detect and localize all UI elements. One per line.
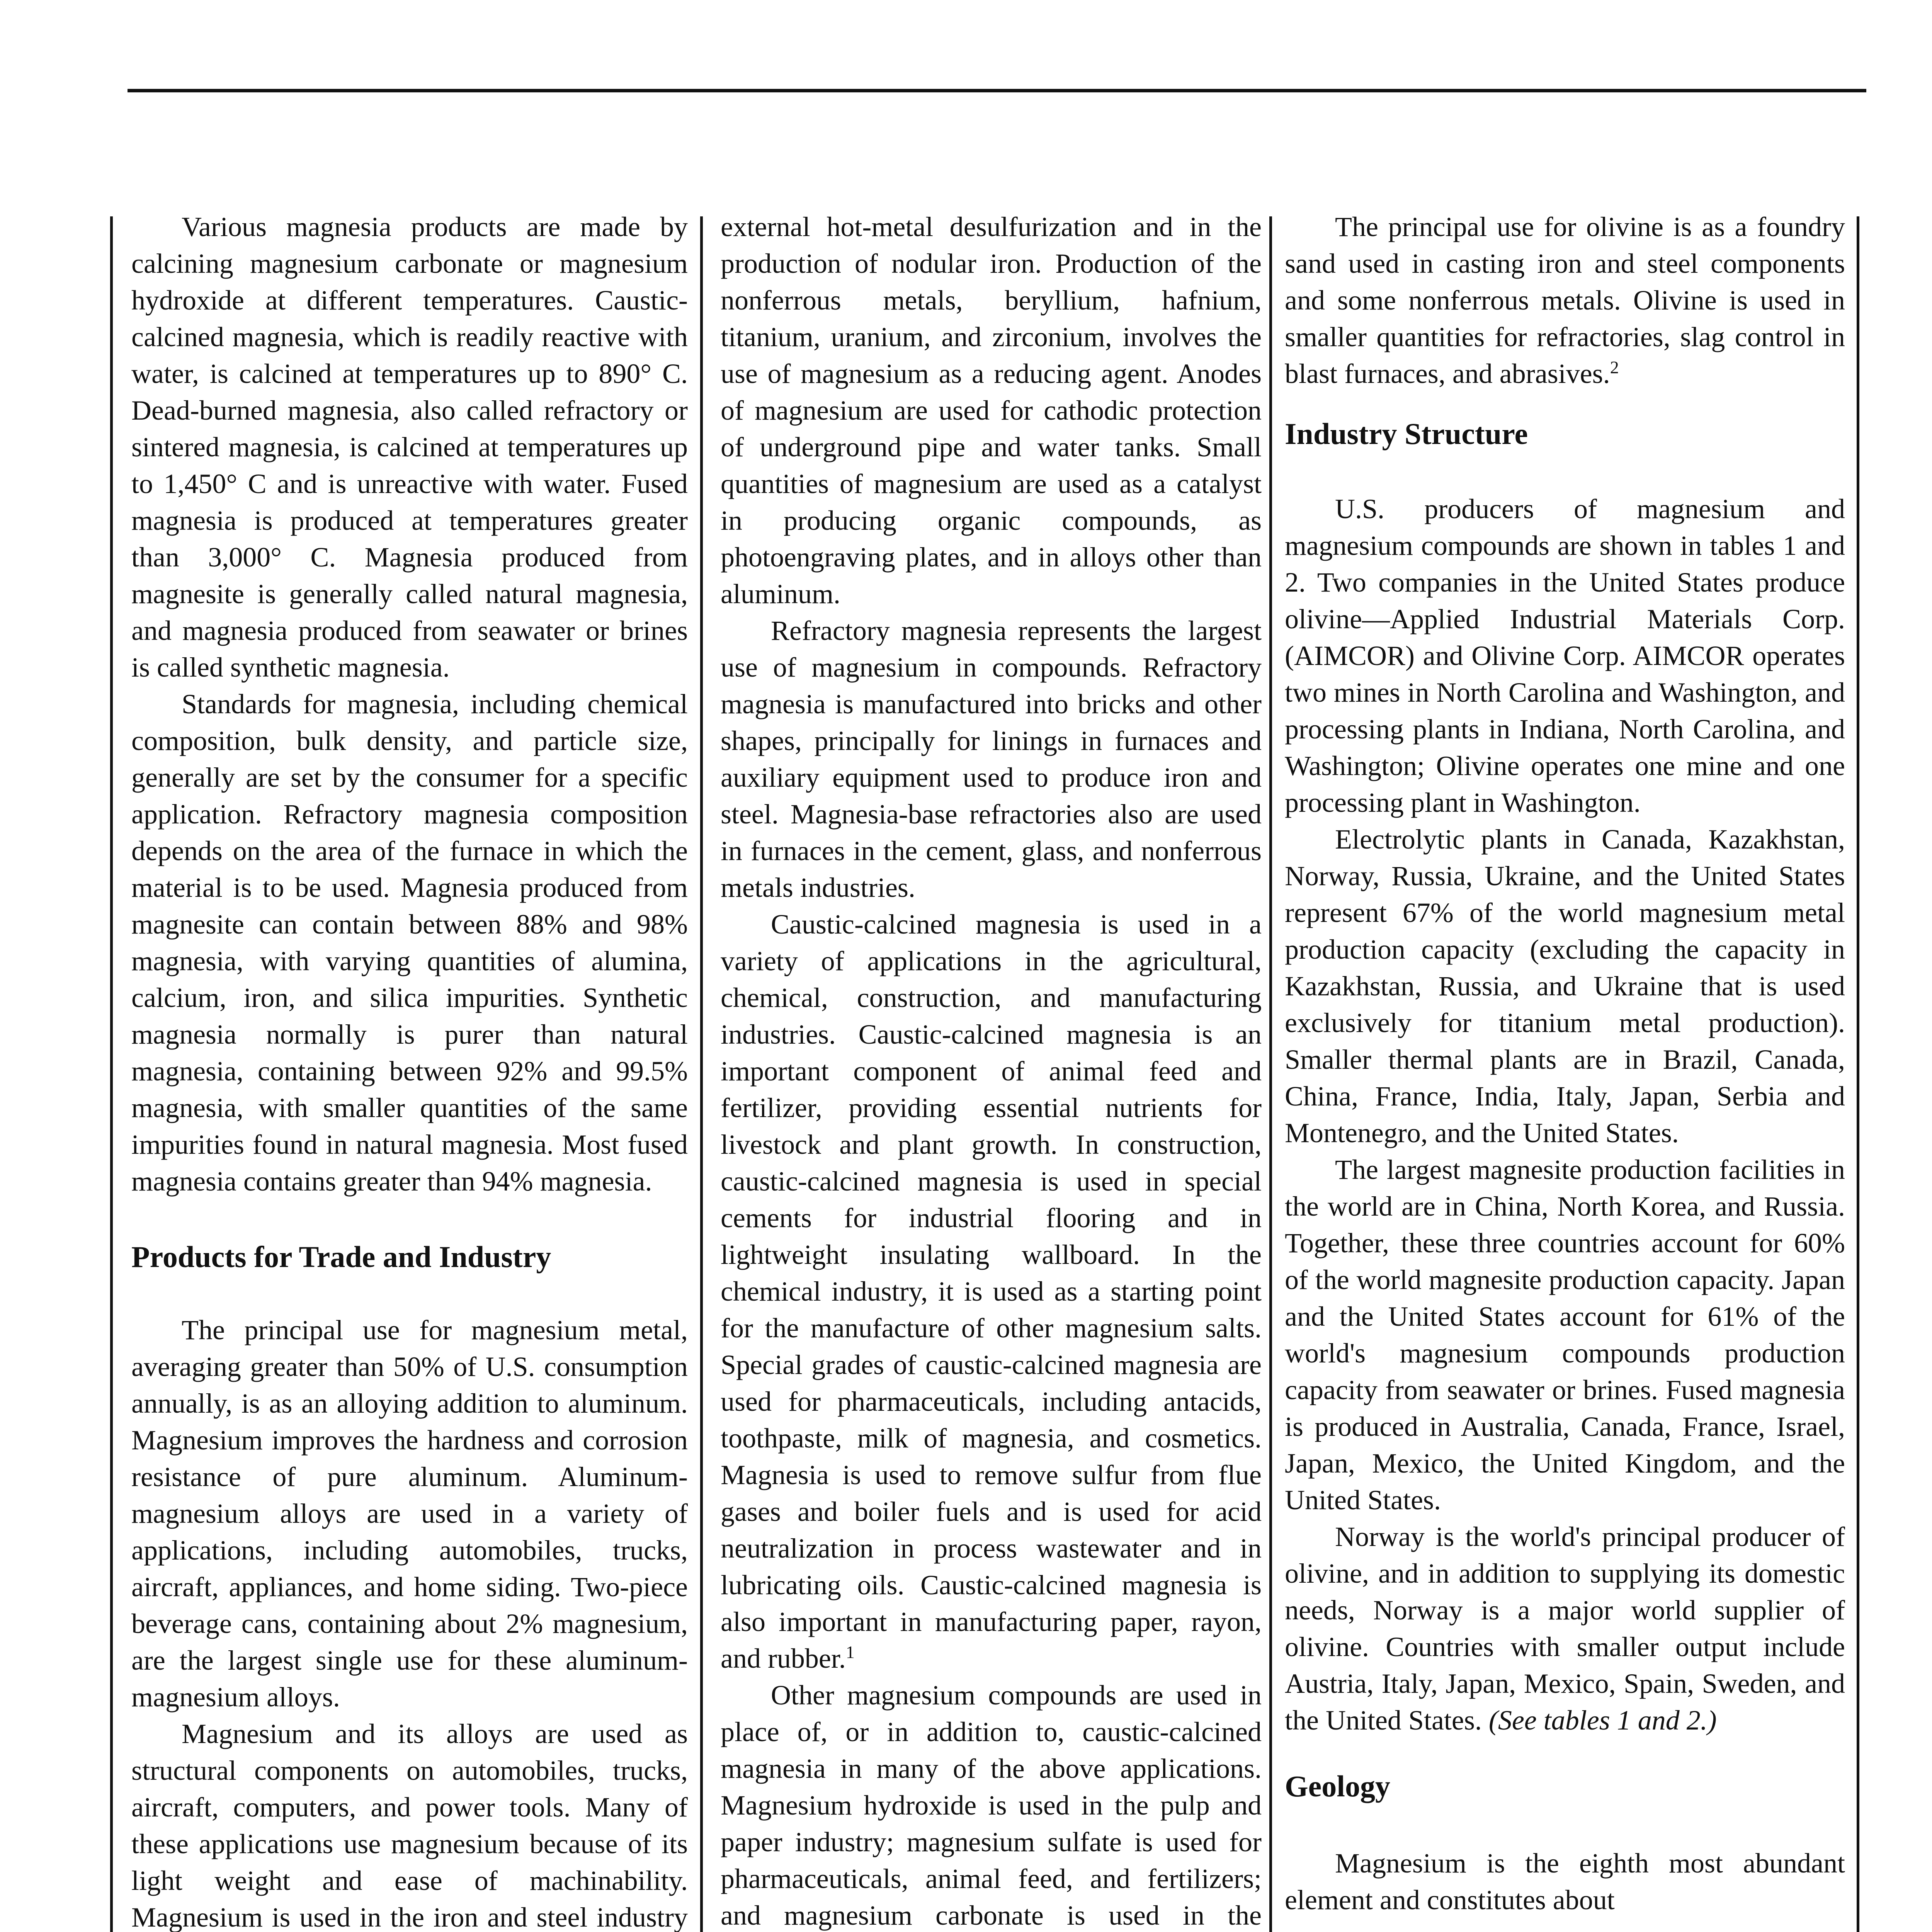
paragraph: Refractory magnesia represents the largest use of magnesium in compounds. Refractory magnesia is manufactured into bricks and other shapes, principally for linings in furnaces and auxiliary equipment used to produce iron and steel. Magnesia-base refractories also are used in furnaces in the cement, glass, and nonferrous metals industries. xyxy=(721,615,1262,903)
column-3 xyxy=(1285,209,1845,1918)
paragraph: Magnesium and its alloys are used as structural components on automobiles, trucks, aircraft, computers, and power tools. Many of these applications use magnesium because of its light weight and ease of machinability. Magnesium is used in the iron and steel industry xyxy=(131,1718,688,1932)
paragraph: Standards for magnesia, including chemical composition, bulk density, and particle size, generally are set by the consumer for a specific application. Refractory magnesia composition depends on the area of the furnace in which the material is to be used. Magnesia produced from magnesite can contain between 88% and 98% magnesia, with varying quantities of alumina, calcium, iron, and silica impurities. Synthetic magnesia normally is purer than natural magnesia, containing between 92% and 99.5% magnesia, with smaller quantities of the same impurities found in natural magnesia. Most fused magnesia contains greater than 94% magnesia. xyxy=(131,689,688,1197)
paragraph: external hot-metal desulfurization and in the production of nodular iron. Production of the nonferrous metals, beryllium, hafnium, titanium, uranium, and zirconium, involves the use of magnesium as a reducing agent. Anodes of magnesium are used for cathodic protection of underground pipe and water tanks. Small quantities of magnesium are used as a catalyst in producing organic compounds, as photoengraving plates, and in alloys other than aluminum. xyxy=(721,211,1262,609)
section-heading-industry-structure: Industry Structure xyxy=(1285,417,1528,451)
paragraph: U.S. producers of magnesium and magnesium compounds are shown in tables 1 and 2. Two companies in the United States produce olivine—Applied Industrial Materials Corp. (AIMCOR) and Olivine Corp. AIMCOR operates two mines in North Carolina and Washington, and processing plants in Indiana, North Carolina, and Washington; Olivine operates one mine and one processing plant in Washington. xyxy=(1285,493,1845,818)
paragraph: Electrolytic plants in Canada, Kazakhstan, Norway, Russia, Ukraine, and the United States represent 67% of the world magnesium metal production capacity (excluding the capacity in Kazakhstan, Russia, and Ukraine that is used exclusively for titanium metal production). Smaller thermal plants are in Brazil, Canada, China, France, India, Italy, Japan, Serbia and Montenegro, and the United States. xyxy=(1285,824,1845,1148)
footnote-ref: 1 xyxy=(845,1642,855,1662)
paragraph xyxy=(721,906,1262,1677)
paragraph xyxy=(1285,1519,1845,1739)
paragraph xyxy=(1285,209,1845,392)
column-rule-left xyxy=(110,216,113,1932)
paragraph: The principal use for magnesium metal, averaging greater than 50% of U.S. consumption annually, is as an alloying addition to aluminum. Magnesium improves the hardness and corrosion resistance of pure aluminum. Aluminum-magnesium alloys are used in a variety of applications, including automobiles, trucks, aircraft, appliances, and home siding. Two-piece beverage cans, containing about 2% magnesium, are the largest single use for these aluminum-magnesium alloys. xyxy=(131,1315,688,1713)
paragraph-text: Norway is the world's principal producer of olivine, and in addition to supplying its domestic needs, Norway is a major world supplier of olivine. Countries with smaller output include Austria, Italy, Japan, Mexico, Spain, Sweden, and the United States. xyxy=(1285,1521,1845,1736)
paragraph: Other magnesium compounds are used in place of, or in addition to, caustic-calcined magnesia in many of the above applications. Magnesium hydroxide is used in the pulp and paper industry; magnesium sulfate is used for pharmaceuticals, animal feed, and fertilizers; and magnesium carbonate is used in the xyxy=(721,1680,1262,1931)
section-heading-products: Products for Trade and Industry xyxy=(131,1240,551,1274)
section-heading-geology: Geology xyxy=(1285,1769,1390,1803)
paragraph-text: The principal use for olivine is as a foundry sand used in casting iron and steel components and some nonferrous metals. Olivine is used in smaller quantities for refractories, slag control in blast furnaces, and abrasives. xyxy=(1285,211,1845,389)
column-2 xyxy=(721,209,1262,1932)
paragraph-text: Caustic-calcined magnesia is used in a variety of applications in the agricultural, chemical, construction, and manufacturing industries. Caustic-calcined magnesia is an important component of animal feed and fertilizer, providing essential nutrients for livestock and plant growth. In construction, caustic-calcined magnesia is used in special cements for industrial flooring and in lightweight insulating wallboard. In the chemical industry, it is used as a starting point for the manufacture of other magnesium salts. Special grades of caustic-calcined magnesia are used for pharmaceuticals, including antacids, toothpaste, milk of magnesia, and cosmetics. Magnesia is used to remove sulfur from flue gases and boiler fuels and is used for acid neutralization in process wastewater and in lubricating oils. Caustic-calcined magnesia is also important in manufacturing paper, rayon, and rubber. xyxy=(721,909,1262,1674)
column-rule-mid-2 xyxy=(1269,216,1272,1932)
column-1 xyxy=(131,209,688,1932)
top-rule xyxy=(128,89,1866,92)
footnote-ref: 2 xyxy=(1610,357,1619,377)
column-rule-right xyxy=(1857,216,1859,1932)
paragraph: Magnesium is the eighth most abundant element and constitutes about xyxy=(1285,1848,1845,1915)
paragraph: Various magnesia products are made by calcining magnesium carbonate or magnesium hydroxide at different temperatures. Caustic-calcined magnesia, which is readily reactive with water, is calcined at temperatures up to 890° C. Dead-burned magnesia, also called refractory or sintered magnesia, is calcined at temperatures up to 1,450° C and is unreactive with water. Fused magnesia is produced at temperatures greater than 3,000° C. Magnesia produced from magnesite is generally called natural magnesia, and magnesia produced from seawater or brines is called synthetic magnesia. xyxy=(131,211,688,683)
table-reference: (See tables 1 and 2.) xyxy=(1488,1705,1717,1736)
paragraph: The largest magnesite production facilities in the world are in China, North Korea, and Russia. Together, these three countries account for 60% of the world magnesite production capacity. Japan and the United States account for 61% of the world's magnesium compounds production capacity from seawater or brines. Fused magnesia is produced in Australia, Canada, France, Israel, Japan, Mexico, the United Kingdom, and the United States. xyxy=(1285,1154,1845,1515)
column-rule-mid-1 xyxy=(700,216,703,1932)
